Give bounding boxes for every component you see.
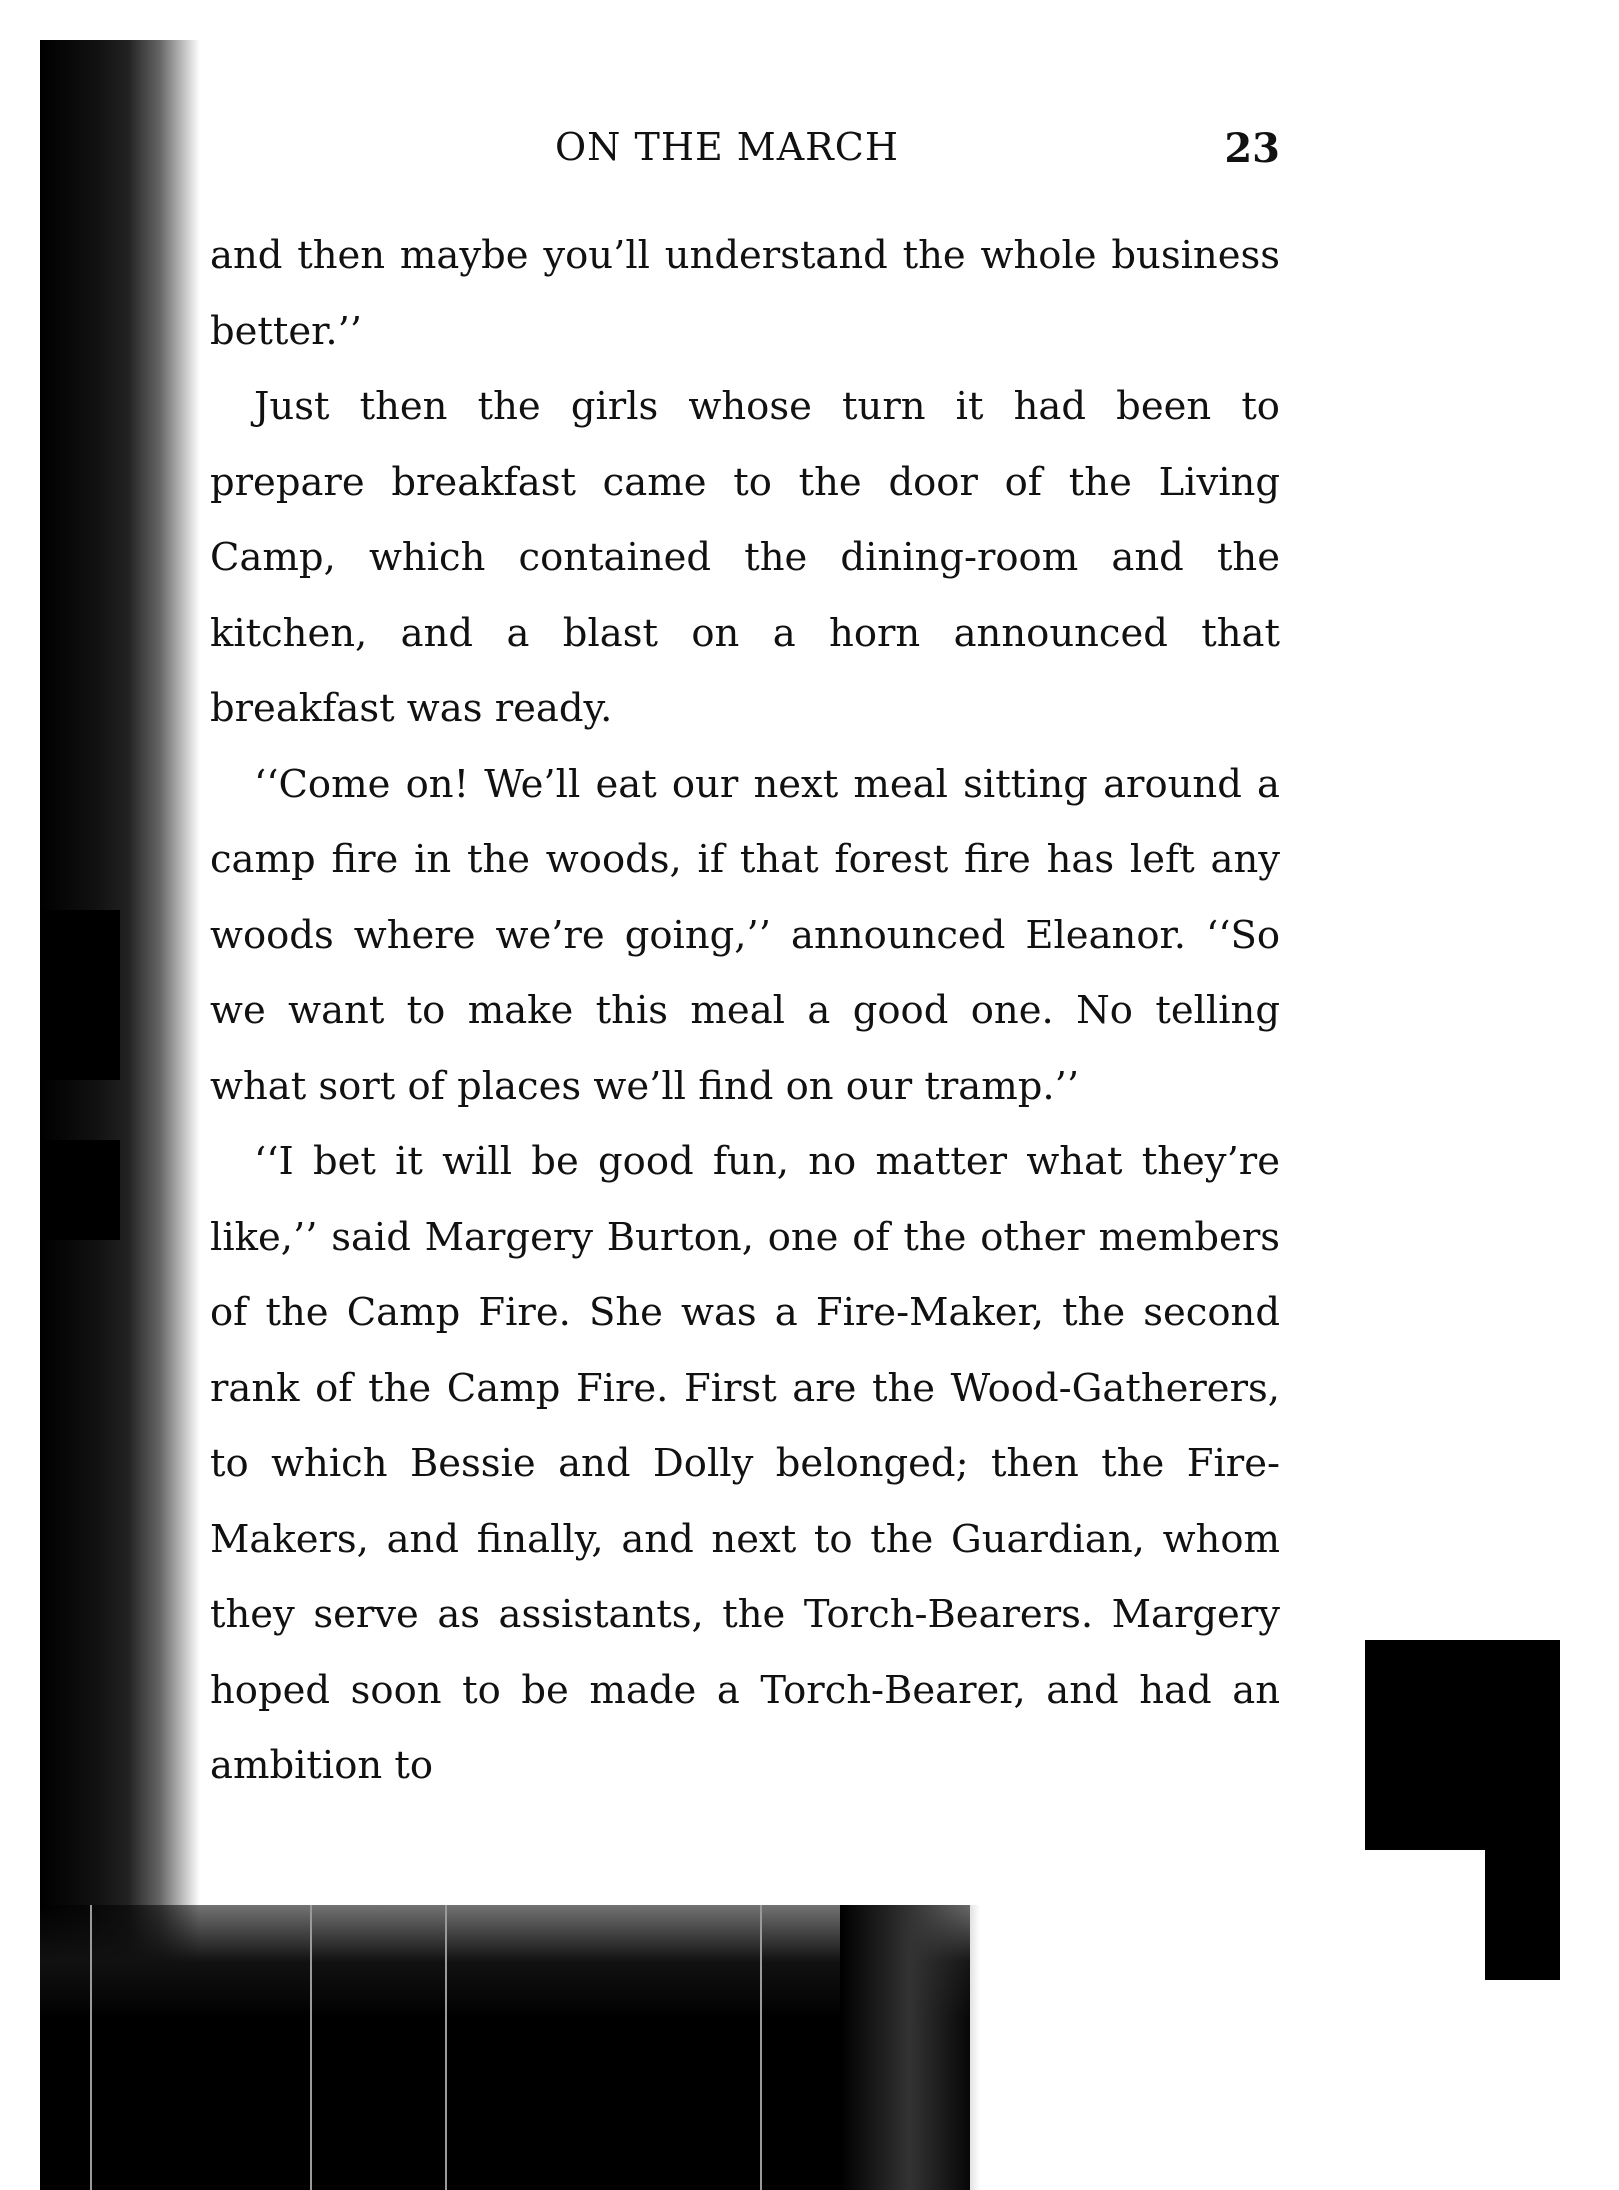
scan-line [90,1905,92,2190]
scan-line [760,1905,762,2190]
page-number: 23 [1224,125,1280,172]
body-text [210,218,1280,1804]
page-header [210,125,1280,175]
scan-line [445,1905,447,2190]
scan-shadow-right-notch [1365,1850,1485,1980]
paragraph: Just then the girls whose turn it had been to prepare breakfast came to the door of the Living Camp, which contained the dining-room and the kitchen, and a blast on a horn announced that breakfast was ready. [210,384,1280,731]
paragraph: ‘‘I bet it will be good fun, no matter what they’re like,’’ said Margery Burton, one of the other members of the Camp Fire. She was a Fire-Maker, the second rank of the Camp Fire. First are the Wood-Gatherers, to which Bessie and Dolly belonged; then the Fire-Makers, and finally, and next to the Guardian, whom they serve as assistants, the Torch-Bearers. Margery hoped soon to be made a Torch-Bearer, and had an ambition to [210,1139,1280,1788]
scan-shadow-left [40,40,200,2190]
paragraph: ‘‘Come on! We’ll eat our next meal sitting around a camp fire in the woods, if that forest fire has left any woods where we’re going,’’ announced Eleanor. ‘‘So we want to make this meal a good one. No telling what sort of places we’ll find on our tramp.’’ [210,761,1280,1109]
scan-shadow-block [40,1140,120,1240]
scan-line [310,1905,312,2190]
scan-shadow-bottom [40,1905,970,2190]
scan-shadow-block [40,910,120,1080]
paragraph: and then maybe you’ll understand the whole business better.’’ [210,233,1280,354]
running-title: ON THE MARCH [555,125,899,169]
scan-shadow-bottom-fade [840,1905,980,2190]
